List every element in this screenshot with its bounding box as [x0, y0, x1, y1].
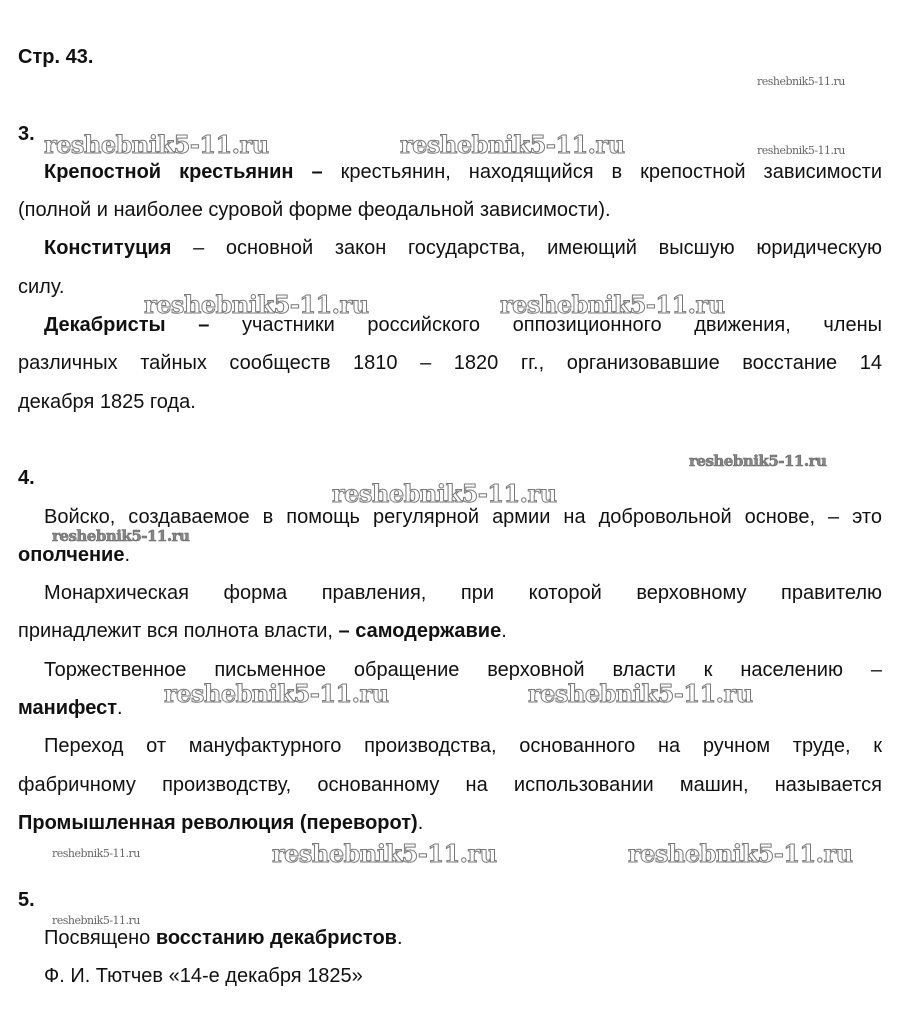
text-line: [18, 229, 882, 267]
text-line: [18, 957, 882, 995]
text-line: [18, 881, 882, 919]
watermark: reshebnik5-11.ru: [144, 290, 369, 319]
bold-term: Промышленная революция (переворот): [18, 811, 418, 834]
bold-term: Декабристы –: [44, 314, 210, 337]
text-segment: (полной и наиболее суровой форме феодальной зависимости).: [18, 199, 611, 222]
text-segment: .: [396, 926, 403, 949]
watermark: reshebnik5-11.ru: [689, 452, 827, 470]
text-segment: Ф. И. Тютчев «14-е декабря 1825»: [44, 965, 363, 988]
text-segment: различных тайных сообществ 1810 – 1820 гг., организовавшие восстание 14: [18, 352, 882, 375]
text-segment: крестьянин, находящийся в крепостной зависимости: [322, 160, 882, 183]
bold-term: – самодержавие: [338, 620, 502, 643]
watermark: reshebnik5-11.ru: [164, 679, 389, 708]
text-line: [18, 76, 882, 114]
bold-term: ополчение: [18, 543, 125, 566]
watermark: reshebnik5-11.ru: [272, 839, 497, 868]
bold-term: 5.: [18, 888, 35, 911]
watermark: reshebnik5-11.ru: [400, 130, 625, 159]
text-segment: – основной закон государства, имеющий высшую юридическую: [171, 237, 882, 260]
text-segment: Монархическая форма правления, при которой верховному правителю: [44, 582, 882, 605]
watermark: reshebnik5-11.ru: [332, 479, 557, 508]
text-line: [18, 612, 882, 650]
text-segment: .: [501, 620, 507, 643]
text-segment: Войско, создаваемое в помощь регулярной армии на добровольной основе, – это: [44, 505, 882, 528]
watermark: reshebnik5-11.ru: [52, 914, 140, 927]
bold-term: 3.: [18, 122, 35, 145]
text-line: [18, 574, 882, 612]
text-line: [18, 919, 882, 957]
text-segment: Переход от мануфактурного производства, основанного на ручном труде, к: [44, 735, 882, 758]
bold-term: Стр. 43.: [18, 46, 94, 68]
bold-term: Крепостной крестьянин –: [44, 160, 323, 183]
text-segment: силу.: [18, 275, 65, 298]
bold-term: 4.: [18, 467, 35, 490]
watermark: reshebnik5-11.ru: [52, 847, 140, 860]
text-line: [18, 38, 882, 76]
text-line: [18, 727, 882, 765]
text-segment: принадлежит вся полнота власти,: [18, 620, 339, 643]
text-segment: фабричному производству, основанному на использовании машин, называется: [18, 773, 882, 796]
text-line: [18, 191, 882, 229]
text-line: [18, 344, 882, 382]
watermark: reshebnik5-11.ru: [44, 130, 269, 159]
text-segment: Торжественное письменное обращение верховной власти к населению –: [44, 658, 882, 681]
text-segment: декабря 1825 года.: [18, 390, 196, 413]
text-line: [18, 383, 882, 421]
text-segment: .: [117, 697, 123, 720]
text-segment: .: [124, 543, 131, 566]
bold-term: восстанию декабристов: [155, 926, 397, 949]
watermark: reshebnik5-11.ru: [500, 290, 725, 319]
text-line: [18, 766, 882, 804]
text-segment: Посвящено: [44, 926, 156, 949]
bold-term: Конституция: [44, 237, 172, 260]
watermark: reshebnik5-11.ru: [757, 75, 845, 88]
text-segment: .: [417, 811, 424, 834]
text-segment: участники российского оппозиционного движения, члены: [209, 314, 882, 337]
watermark: reshebnik5-11.ru: [528, 679, 753, 708]
watermark: reshebnik5-11.ru: [52, 527, 190, 545]
watermark: reshebnik5-11.ru: [628, 839, 853, 868]
text-line: [18, 804, 882, 842]
bold-term: манифест: [18, 697, 118, 720]
watermark: reshebnik5-11.ru: [757, 144, 845, 157]
